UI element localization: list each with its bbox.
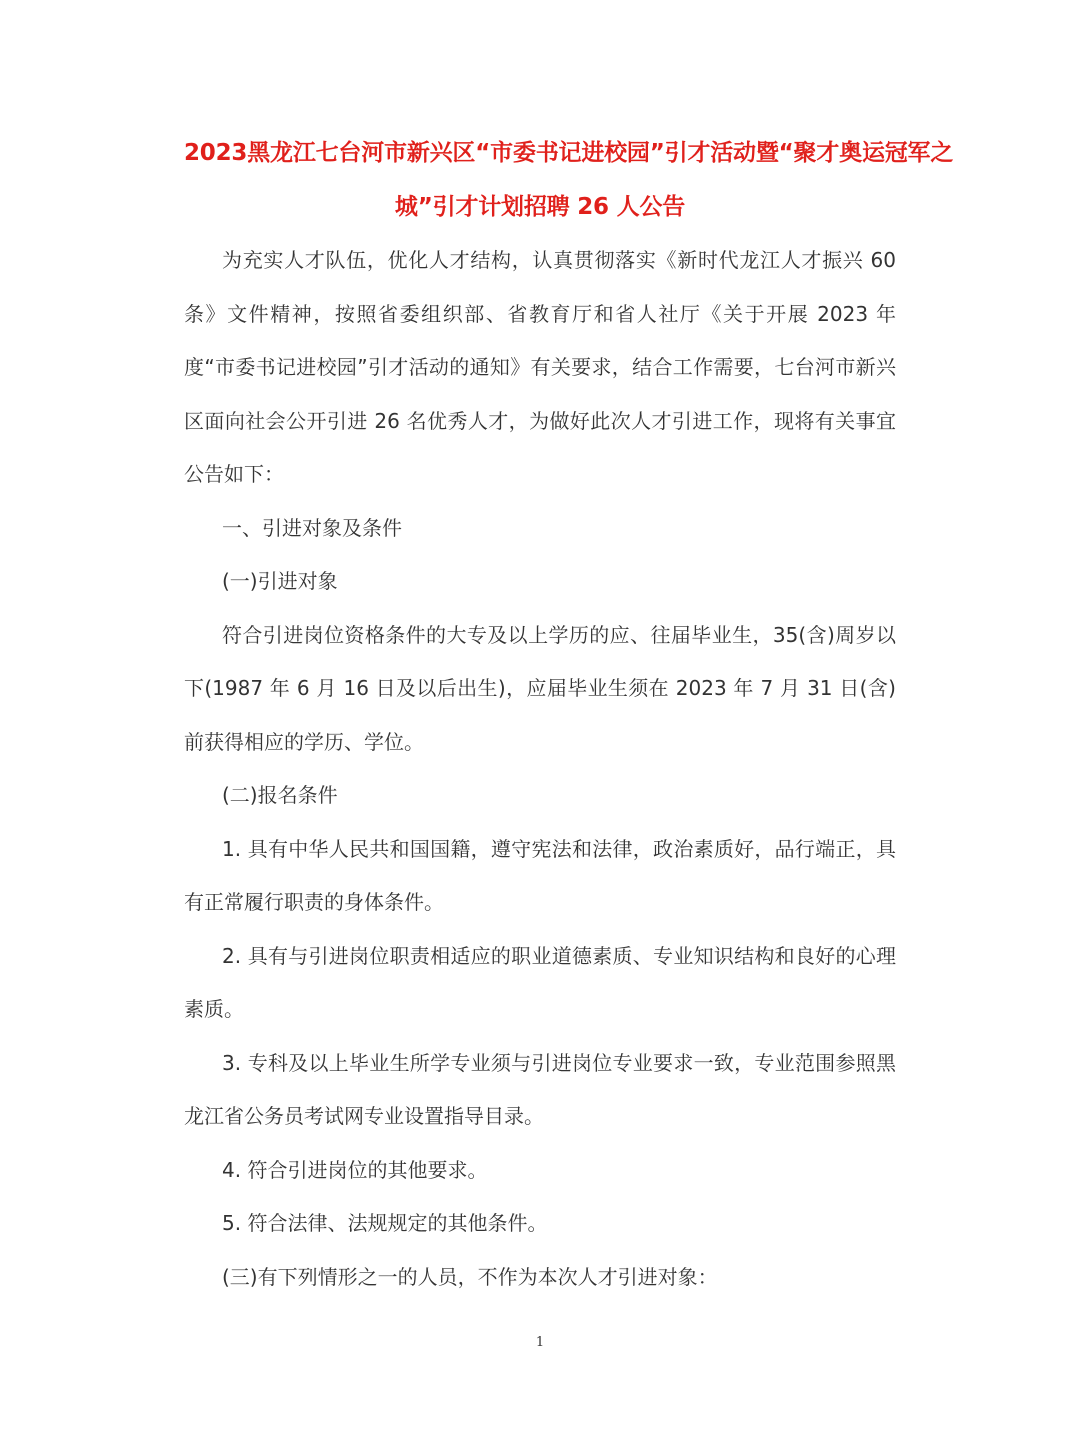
condition-item-4: 4. 符合引进岗位的其他要求。 bbox=[222, 1157, 488, 1182]
condition-item-5: 5. 符合法律、法规规定的其他条件。 bbox=[222, 1211, 548, 1235]
condition-item-3: 3. 专科及以上毕业生所学专业须与引进岗位专业要求一致，专业范围参照黑龙江省公务员考试网专业设置指导目录。 bbox=[184, 1050, 896, 1128]
condition-item-2: 2. 具有与引进岗位职责相适应的职业道德素质、专业知识结构和良好的心理素质。 bbox=[184, 943, 896, 1021]
section-heading-1: 一、引进对象及条件 bbox=[222, 515, 402, 540]
page-number: 1 bbox=[535, 1335, 545, 1350]
title-line-2: 城”引才计划招聘 26 人公告 bbox=[394, 194, 686, 220]
document-page bbox=[184, 126, 954, 1304]
document-title bbox=[184, 126, 954, 234]
title-line-1: 2023黑龙江七台河市新兴区“市委书记进校园”引才活动暨“聚才奥运冠军之 bbox=[184, 140, 954, 166]
intro-paragraph: 为充实人才队伍，优化人才结构，认真贯彻落实《新时代龙江人才振兴 60 条》文件精神，按照省委组织部、省教育厅和省人社厅《关于开展 2023 年度“市委书记进校园”引才活动的通知》有关要求，结合工作需要，七台河市新兴区面向社会公开引进 26 名优秀人才，为做好此次人才引进工作，现将有关事宜公告如下： bbox=[184, 248, 896, 486]
subsection-heading-1: (一)引进对象 bbox=[222, 569, 338, 593]
subsection-heading-3: (三)有下列情形之一的人员，不作为本次人才引进对象： bbox=[222, 1264, 718, 1289]
subsection-heading-2: (二)报名条件 bbox=[222, 783, 338, 807]
target-paragraph: 符合引进岗位资格条件的大专及以上学历的应、往届毕业生，35(含)周岁以下(1987 年 6 月 16 日及以后出生)，应届毕业生须在 2023 年 7 月 31 日(含)前获得相应的学历、学位。 bbox=[184, 622, 896, 754]
condition-item-1: 1. 具有中华人民共和国国籍，遵守宪法和法律，政治素质好，品行端正，具有正常履行职责的身体条件。 bbox=[184, 836, 896, 914]
